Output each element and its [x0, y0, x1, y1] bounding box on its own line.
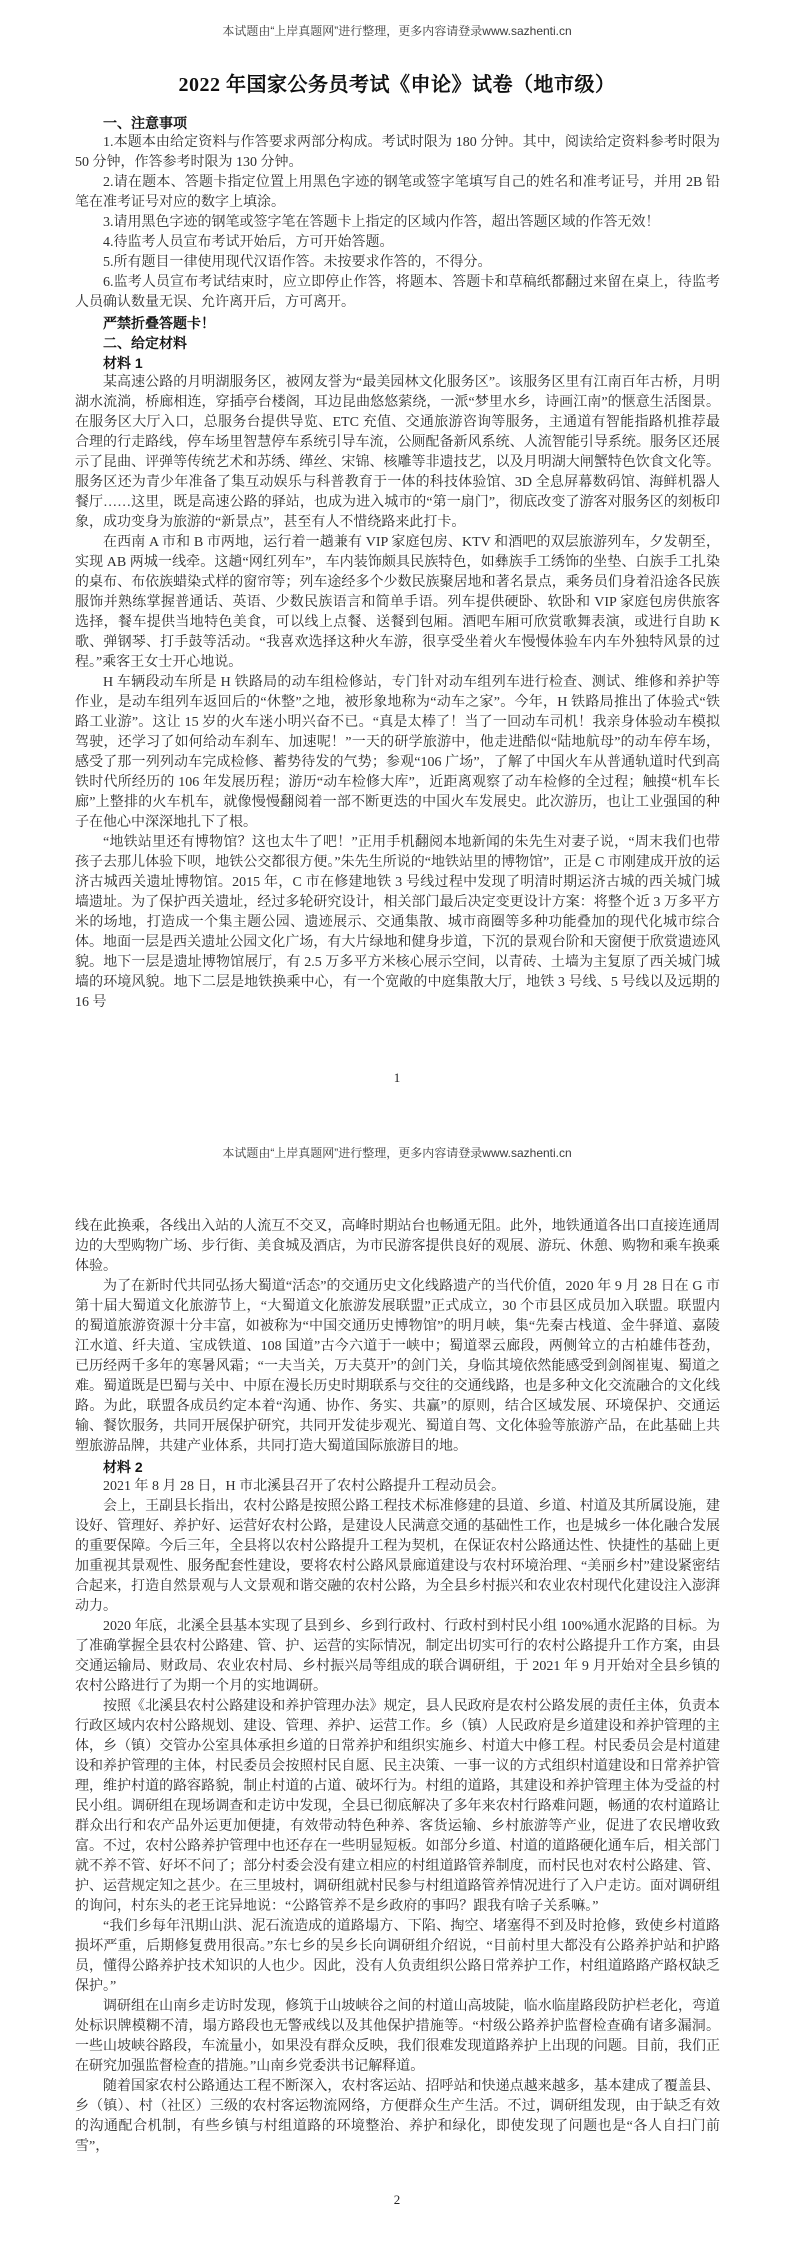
site-notice: 本试题由“上岸真题网”进行整理，更多内容请登录www.sazhenti.cn — [222, 24, 572, 38]
site-notice: 本试题由“上岸真题网”进行整理，更多内容请登录www.sazhenti.cn — [222, 1146, 572, 1160]
page-number-2: 2 — [393, 2192, 401, 2207]
paragraph: 调研组在山南乡走访时发现，修筑于山坡峡谷之间的村道山高坡陡，临水临崖路段防护栏老化，弯道处标识牌模糊不清，塌方路段也无警戒线以及其他保护措施等。“村级公路养护监督检查确有诸多漏洞。一些山坡峡谷路段，车流量小，如果没有群众反映，我们很难发现道路养护上出现的问题。目前，我们正在研究加强监督检查的措施。”山南乡党委洪书记解释道。 — [75, 1999, 720, 2074]
page-1-body — [75, 113, 720, 1013]
paragraph: 5.所有题目一律使用现代汉语作答。未按要求作答的，不得分。 — [103, 255, 492, 270]
paragraph: 3.请用黑色字迹的钢笔或签字笔在答题卡上指定的区域内作答，超出答题区域的作答无效！ — [103, 215, 660, 230]
paragraph: 线在此换乘，各线出入站的人流互不交叉，高峰时期站台也畅通无阻。此外，地铁通道各出口直接连通周边的大型购物广场、步行街、美食城及酒店，为市民游客提供良好的观展、游玩、休憩、购物和乘车换乘体验。 — [75, 1219, 720, 1274]
page-number-1: 1 — [393, 1070, 401, 1085]
section-heading: 严禁折叠答题卡！ — [103, 315, 215, 331]
paragraph: 会上，王副县长指出，农村公路是按照公路工程技术标准修建的县道、乡道、村道及其所属设施，建设好、管理好、养护好、运营好农村公路，是建设人民满意交通的基础性工作，也是城乡一体化融合发展的重要保障。今后三年，全县将以农村公路提升工程为契机，在保证农村公路通达性、快捷性的基础上更加重视其景观性、服务配套性建设，要将农村公路风景廊道建设与农村环境治理、“美丽乡村”建设紧密结合起来，打造自然景观与人文景观和谐交融的农村公路，为全县乡村振兴和农业农村现代化建设注入澎湃动力。 — [75, 1499, 720, 1614]
section-heading: 材料 1 — [103, 355, 143, 371]
paragraph: 为了在新时代共同弘扬大蜀道“活态”的交通历史文化线路遗产的当代价值，2020 年 9 月 28 日在 G 市第十届大蜀道文化旅游节上，“大蜀道文化旅游发展联盟”正式成立，30 个市县区成员加入联盟。联盟内的蜀道旅游资源十分丰富，如被称为“中国交通历史博物馆”的明月峡，集“先秦古栈道、金牛驿道、嘉陵江水道、纤夫道、宝成铁道、108 国道”古今六道于一峡中；蜀道翠云廊段，两侧耸立的古柏雄伟苍劲，已历经两千多年的寒暑风霜；“一夫当关，万夫莫开”的剑门关，身临其境依然能感受到剑阁崔嵬、蜀道之难。蜀道既是巴蜀与关中、中原在漫长历史时期联系与交往的交通线路，也是多种文化交流融合的文化线路。为此，联盟各成员约定本着“沟通、协作、务实、共赢”的原则，结合区域发展、环境保护、交通运输、餐饮服务，共同开展保护研究，共同开发徒步观光、蜀道自驾、文化体验等旅游产品，在此基础上共塑旅游品牌，共建产业体系，共同打造大蜀道国际旅游目的地。 — [75, 1279, 720, 1454]
page-2 — [0, 1122, 794, 2244]
paragraph: 某高速公路的月明湖服务区，被网友誉为“最美园林文化服务区”。该服务区里有江南百年古桥，月明湖水流淌，桥廊相连，穿插亭台楼阁，耳边昆曲悠悠萦绕，一派“梦里水乡，诗画江南”的惬意生活图景。在服务区大厅入口，总服务台提供导览、ETC 充值、交通旅游咨询等服务，主通道有智能指路机推荐最合理的行走路线，停车场里智慧停车系统引导车流，公厕配备新风系统、人流智能引导系统。服务区还展示了昆曲、评弹等传统艺术和苏绣、缂丝、宋锦、核雕等非遗技艺，以及月明湖大闸蟹特色饮食文化等。服务区还为青少年准备了集互动娱乐与科普教育于一体的科技体验馆、3D 全息屏幕数码馆、海鲜机器人餐厅……这里，既是高速公路的驿站，也成为进入城市的“第一扇门”，彻底改变了游客对服务区的刻板印象，成功变身为旅游的“新景点”，甚至有人不惜绕路来此打卡。 — [75, 375, 720, 530]
page-2-body — [75, 1217, 720, 2157]
paragraph: 在西南 A 市和 B 市两地，运行着一趟兼有 VIP 家庭包房、KTV 和酒吧的双层旅游列车，夕发朝至，实现 AB 两城一线牵。这趟“网红列车”，车内装饰颇具民族特色，如彝族手工绣饰的坐垫、白族手工扎染的桌布、布依族蜡染式样的窗帘等；列车途经多个少数民族聚居地和著名景点，乘务员们身着沿途各民族服饰并熟练掌握普通话、英语、少数民族语言和简单手语。列车提供硬卧、软卧和 VIP 家庭包房供旅客选择，餐车提供当地特色美食，可以线上点餐、送餐到包厢。酒吧车厢可欣赏歌舞表演，或进行自助 K 歌、弹钢琴、打手鼓等活动。“我喜欢选择这种火车游，很享受坐着火车慢慢体验车内车外独特风景的过程。”乘客王女士开心地说。 — [75, 535, 720, 670]
paragraph: 2020 年底，北溪全县基本实现了县到乡、乡到行政村、行政村到村民小组 100%通水泥路的目标。为了准确掌握全县农村公路建、管、护、运营的实际情况，制定出切实可行的农村公路提升工作方案，由县交通运输局、财政局、农业农村局、乡村振兴局等组成的联合调研组，于 2021 年 9 月开始对全县乡镇的农村公路进行了为期一个月的实地调研。 — [75, 1619, 720, 1694]
paragraph: 按照《北溪县农村公路建设和养护管理办法》规定，县人民政府是农村公路发展的责任主体，负责本行政区域内农村公路规划、建设、管理、养护、运营工作。乡（镇）人民政府是乡道建设和养护管理的主体，乡（镇）交管办公室具体承担乡道的日常养护和组织实施乡、村道大中修工程。村民委员会是村道建设和养护管理的主体，村民委员会按照村民自愿、民主决策、一事一议的方式组织村道建设和日常养护管理，维护村道的路容路貌，制止村道的占道、破坏行为。村组的道路，其建设和养护管理主体为受益的村民小组。调研组在现场调查和走访中发现，全县已彻底解决了多年来农村行路难问题，畅通的农村道路让群众出行和农产品外运更加便捷，有效带动特色种养、客货运输、乡村旅游等产业，促进了农民增收致富。不过，农村公路养护管理中也还存在一些明显短板。如部分乡道、村道的道路硬化通车后，相关部门就不养不管、好坏不问了；部分村委会没有建立相应的村组道路管养制度，而村民也对农村公路建、管、护、运营规定知之甚少。在三里坡村，调研组就村民参与村组道路管养情况进行了入户走访。面对调研组的询问，村东头的老王诧异地说：“公路管养不是乡政府的事吗？跟我有啥子关系嘛。” — [75, 1699, 720, 1914]
paragraph: “我们乡每年汛期山洪、泥石流造成的道路塌方、下陷、掏空、堵塞得不到及时抢修，致使乡村道路损坏严重，后期修复费用很高。”东七乡的吴乡长向调研组介绍说，“目前村里大都没有公路养护站和护路员，懂得公路养护技术知识的人也少。因此，没有人负责组织公路日常养护工作，村组道路路产路权缺乏保护。” — [75, 1919, 720, 1994]
paragraph: 6.监考人员宣布考试结束时，应立即停止作答，将题本、答题卡和草稿纸都翻过来留在桌上，待监考人员确认数量无误、允许离开后，方可离开。 — [75, 275, 720, 310]
paragraph: “地铁站里还有博物馆？这也太牛了吧！”正用手机翻阅本地新闻的朱先生对妻子说，“周末我们也带孩子去那儿体验下呗，地铁公交都很方便。”朱先生所说的“地铁站里的博物馆”，正是 C 市刚建成开放的运济古城西关遗址博物馆。2015 年，C 市在修建地铁 3 号线过程中发现了明清时期运济古城的西关城门城墙遗址。为了保护西关遗址，经过多轮研究设计，相关部门最后决定变更设计方案：将整个近 3 万多平方米的场地，打造成一个集主题公园、遗迹展示、交通集散、城市商圈等多种功能叠加的现代化城市综合体。地面一层是西关遗址公园文化广场，有大片绿地和健身步道，下沉的景观台阶和天窗便于欣赏遗迹风貌。地下一层是遗址博物馆展厅，有 2.5 万多平方米核心展示空间，以青砖、土墙为主复原了西关城门城墙的环境风貌。地下二层是地铁换乘中心，有一个宽敞的中庭集散大厅，地铁 3 号线、5 号线以及远期的 16 号 — [75, 835, 720, 1010]
paragraph: 1.本题本由给定资料与作答要求两部分构成。考试时限为 180 分钟。其中，阅读给定资料参考时限为 50 分钟，作答参考时限为 130 分钟。 — [75, 135, 720, 170]
paragraph: 2.请在题本、答题卡指定位置上用黑色字迹的钢笔或签字笔填写自己的姓名和准考证号，并用 2B 铅笔在准考证号对应的数字上填涂。 — [75, 175, 720, 210]
section-heading: 材料 2 — [103, 1459, 143, 1475]
paragraph: 4.待监考人员宣布考试开始后，方可开始答题。 — [103, 235, 394, 250]
paragraph: H 车辆段动车所是 H 铁路局的动车组检修站，专门针对动车组列车进行检查、测试、维修和养护等作业，是动车组列车返回后的“休整”之地，被形象地称为“动车之家”。今年，H 铁路局推出了体验式“铁路工业游”。这让 15 岁的火车迷小明兴奋不已。“真是太棒了！当了一回动车司机！我亲身体验动车模拟驾驶，还学习了如何给动车刹车、加速呢！”一天的研学旅游中，他走进酷似“陆地航母”的动车停车场，感受了那一列列动车完成检修、蓄势待发的气势；参观“106 广场”，了解了中国火车从普通轨道时代到高铁时代所经历的 106 年发展历程；游历“动车检修大库”，近距离观察了动车检修的全过程；触摸“机车长廊”上整排的火车机车，就像慢慢翻阅着一部不断更迭的中国火车发展史。此次游历，也让工业强国的种子在他心中深深地扎下了根。 — [75, 675, 720, 830]
paragraph: 2021 年 8 月 28 日，H 市北溪县召开了农村公路提升工程动员会。 — [103, 1479, 506, 1494]
section-heading: 二、给定材料 — [103, 335, 187, 351]
exam-title: 2022 年国家公务员考试《申论》试卷（地市级） — [178, 74, 616, 96]
paragraph: 随着国家农村公路通达工程不断深入，农村客运站、招呼站和快递点越来越多，基本建成了覆盖县、乡（镇）、村（社区）三级的农村客运物流网络，方便群众生产生活。不过，调研组发现，由于缺乏有效的沟通配合机制，有些乡镇与村组道路的环境整治、养护和绿化，即使发现了问题也是“各人自扫门前雪”， — [75, 2079, 720, 2154]
section-heading: 一、注意事项 — [103, 115, 187, 131]
